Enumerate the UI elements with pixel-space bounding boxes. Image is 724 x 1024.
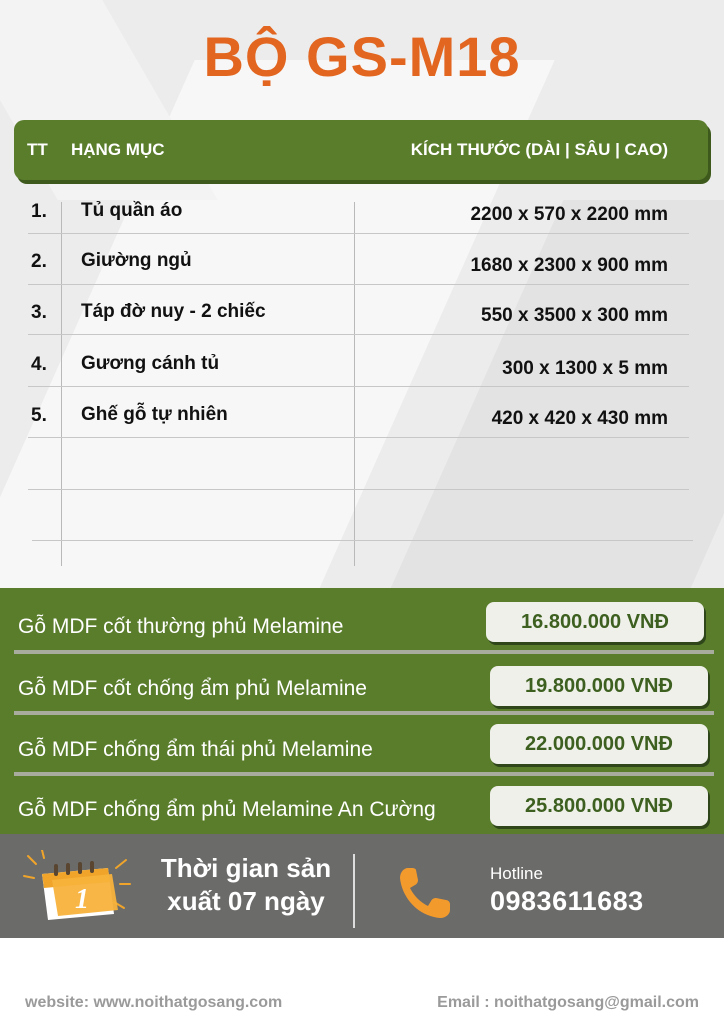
row-number: 5. [31,405,47,426]
row-size: 1680 x 2300 x 900 mm [470,255,668,276]
price-badge: 19.800.000 VNĐ [490,666,708,706]
divider [14,772,714,776]
row-name: Táp đờ nuy - 2 chiếc [81,301,266,322]
row-name: Giường ngủ [81,250,192,271]
production-time [160,852,332,918]
row-number: 2. [31,251,47,272]
price-label: Gỗ MDF chống ẩm thái phủ Melamine [18,738,373,761]
production-line2: xuất 07 ngày [167,886,325,916]
row-name: Gương cánh tủ [81,353,220,374]
row-size: 550 x 3500 x 300 mm [481,305,668,326]
price-label: Gỗ MDF cốt chống ẩm phủ Melamine [18,677,367,700]
band-divider [353,854,355,928]
production-line1: Thời gian sản [160,853,332,883]
calendar-number: 1 [75,884,89,915]
header-item: HẠNG MỤC [71,140,165,159]
row-size: 420 x 420 x 430 mm [491,408,668,429]
email-link[interactable]: Email : noithatgosang@gmail.com [437,994,699,1011]
price-label: Gỗ MDF cốt thường phủ Melamine [18,615,344,638]
row-size: 300 x 1300 x 5 mm [502,358,668,379]
calendar-icon [22,850,132,926]
row-name: Ghế gỗ tự nhiên [81,404,228,425]
price-label: Gỗ MDF chống ẩm phủ Melamine An Cường [18,798,436,821]
row-number: 4. [31,354,47,375]
row-number: 1. [31,201,47,222]
price-panel [0,588,724,834]
row-number: 3. [31,302,47,323]
phone-icon [396,864,454,922]
divider [14,650,714,654]
hotline-number[interactable]: 0983611683 [490,886,644,916]
page-title: BỘ GS-M18 [203,25,521,88]
website-link[interactable]: website: www.noithatgosang.com [25,994,283,1011]
header-size: KÍCH THƯỚC (DÀI | SÂU | CAO) [410,140,668,159]
hotline-label: Hotline [490,864,543,883]
price-badge: 22.000.000 VNĐ [490,724,708,764]
divider [14,711,714,715]
row-name: Tủ quần áo [81,200,183,221]
header-tt: TT [27,140,48,159]
price-badge: 16.800.000 VNĐ [486,602,704,642]
row-size: 2200 x 570 x 2200 mm [470,204,668,225]
info-band [0,834,724,938]
price-badge: 25.800.000 VNĐ [490,786,708,826]
